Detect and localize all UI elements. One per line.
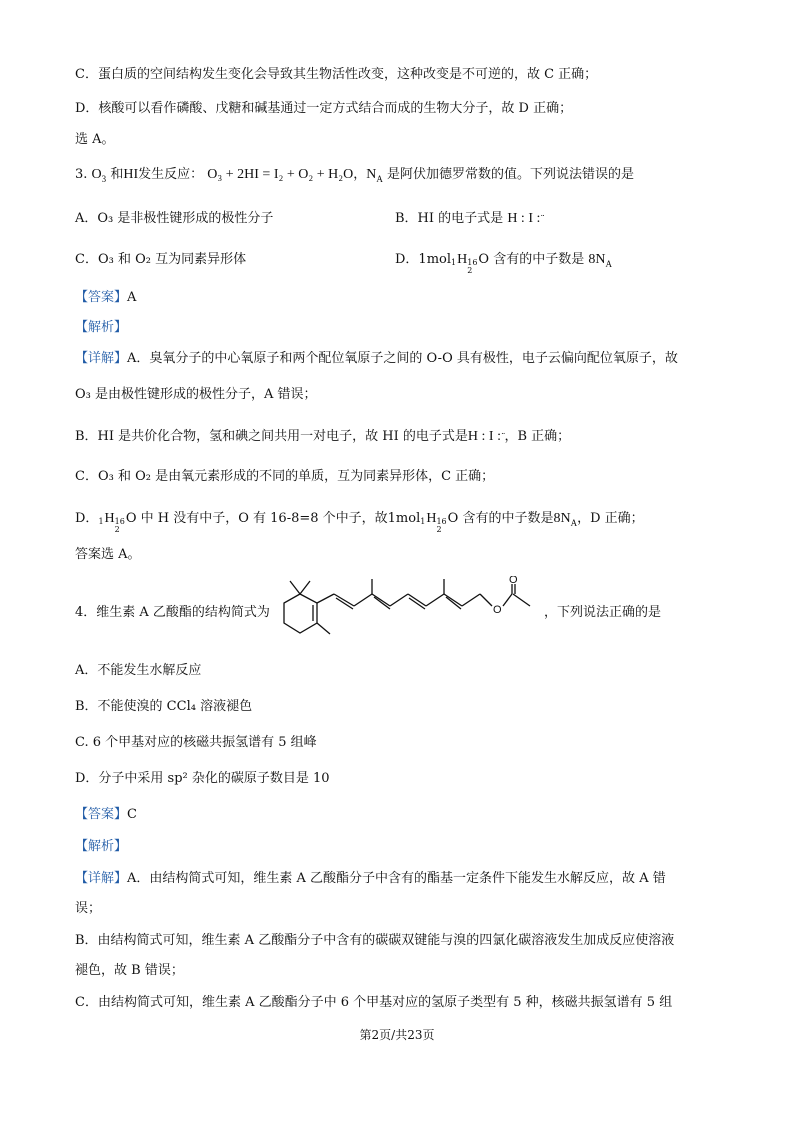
question-4-option-a: A．不能发生水解反应 [75, 663, 202, 678]
text-line: 选 A。 [75, 132, 115, 147]
question-4-stem-pre: 4．维生素 A 乙酸酯的结构简式为 [75, 605, 270, 620]
question-3-option-d: D．1mol 1 H 16 2 O 含有的中子数是 $8N_A$ [395, 252, 612, 275]
q4-detail-4: 褪色，故 B 错误； [75, 963, 184, 978]
text-line: C．蛋白质的空间结构发生变化会导致其生物活性改变，这种改变是不可逆的，故 C 正确； [75, 67, 598, 82]
question-4-stem-post: ，下列说法正确的是 [544, 605, 662, 620]
question-3-option-c: C．O₃ 和 O₂ 互为同素异形体 [75, 252, 247, 267]
q4-detail-3: B．由结构简式可知，维生素 A 乙酸酯分子中含有的碳碳双键能与溴的四氯化碳溶液发生加成反应使溶液 [75, 933, 675, 948]
q3-answer-line: 【答案】A [75, 290, 137, 305]
question-3-option-b: B．HI 的电子式是 H : I :¨ [395, 211, 544, 226]
question-3-option-a: A．O₃ 是非极性键形成的极性分子 [75, 211, 274, 226]
text-line: D．核酸可以看作磷酸、戊糖和碱基通过一定方式结合而成的生物大分子，故 D 正确； [75, 101, 573, 116]
q3-detail-6: 答案选 A。 [75, 547, 141, 562]
reaction-equation: O₃ + 2HI = I₂ + O₂ + H₂O [207, 167, 354, 182]
q3-analysis-tag: 【解析】 [75, 320, 128, 335]
isotope-h: 1 [451, 258, 457, 267]
question-4-option-c: C. 6 个甲基对应的核磁共振氢谱有 5 组峰 [75, 735, 317, 750]
q4-detail-2: 误； [75, 901, 102, 916]
q3-detail-2: O₃ 是由极性键形成的极性分子，A 错误； [75, 387, 317, 402]
question-4-option-d: D．分子中采用 sp² 杂化的碳原子数目是 10 [75, 771, 330, 786]
q4-detail-5: C．由结构简式可知，维生素 A 乙酸酯分子中 6 个甲基对应的氢原子类型有 5 种，核磁共振氢谱有 5 组 [75, 995, 673, 1010]
electron-dots-icon: ¨ [500, 433, 505, 443]
avogadro-symbol: $N_A$ [366, 167, 383, 184]
question-4-option-b: B．不能使溴的 CCl₄ 溶液褪色 [75, 699, 253, 714]
q3-detail-3: B．HI 是共价化合物，氢和碘之间共用一对电子，故 HI 的电子式是H : I :¨，B 正确； [75, 429, 571, 444]
q4-answer-line: 【答案】C [75, 807, 137, 822]
ester-oxygen-label: O [493, 604, 502, 616]
question-3-stem: 3. $O_3$ 和HI发生反应： O₃ + 2HI = I₂ + O₂ + H₂O，$N_A$ 是阿伏加德罗常数的值。下列说法错误的是 [75, 167, 635, 184]
electron-formula: H : I : [507, 211, 541, 226]
page-footer: 第2页/共23页 [359, 1028, 435, 1042]
q4-detail-1: 【详解】A．由结构简式可知，维生素 A 乙酸酯分子中含有的酯基一定条件下能发生水解反应，故 A 错 [75, 871, 666, 886]
electron-dots-icon: ¨ [540, 215, 544, 225]
vitamin-a-acetate-structure [272, 576, 544, 650]
q3-detail-1: 【详解】A．臭氧分子的中心氧原子和两个配位氧原子之间的 O-O 具有极性，电子云偏向配位氧原子，故 [75, 351, 678, 366]
q4-analysis-tag: 【解析】 [75, 839, 128, 854]
q3-detail-4: C．O₃ 和 O₂ 是由氧元素形成的不同的单质，互为同素异形体，C 正确； [75, 469, 495, 484]
o3-formula: $O_3$ [91, 167, 107, 184]
q3-detail-5: D． 1 H 16 2 O 中 H 没有中子，O 有 16-8=8 个中子，故1mol 1 H 16 2 O 含有的中子数是$8N_A$，D 正确； [75, 511, 644, 534]
carbonyl-oxygen-label: O [509, 576, 518, 586]
neutron-count: $8N_A$ [588, 252, 612, 269]
